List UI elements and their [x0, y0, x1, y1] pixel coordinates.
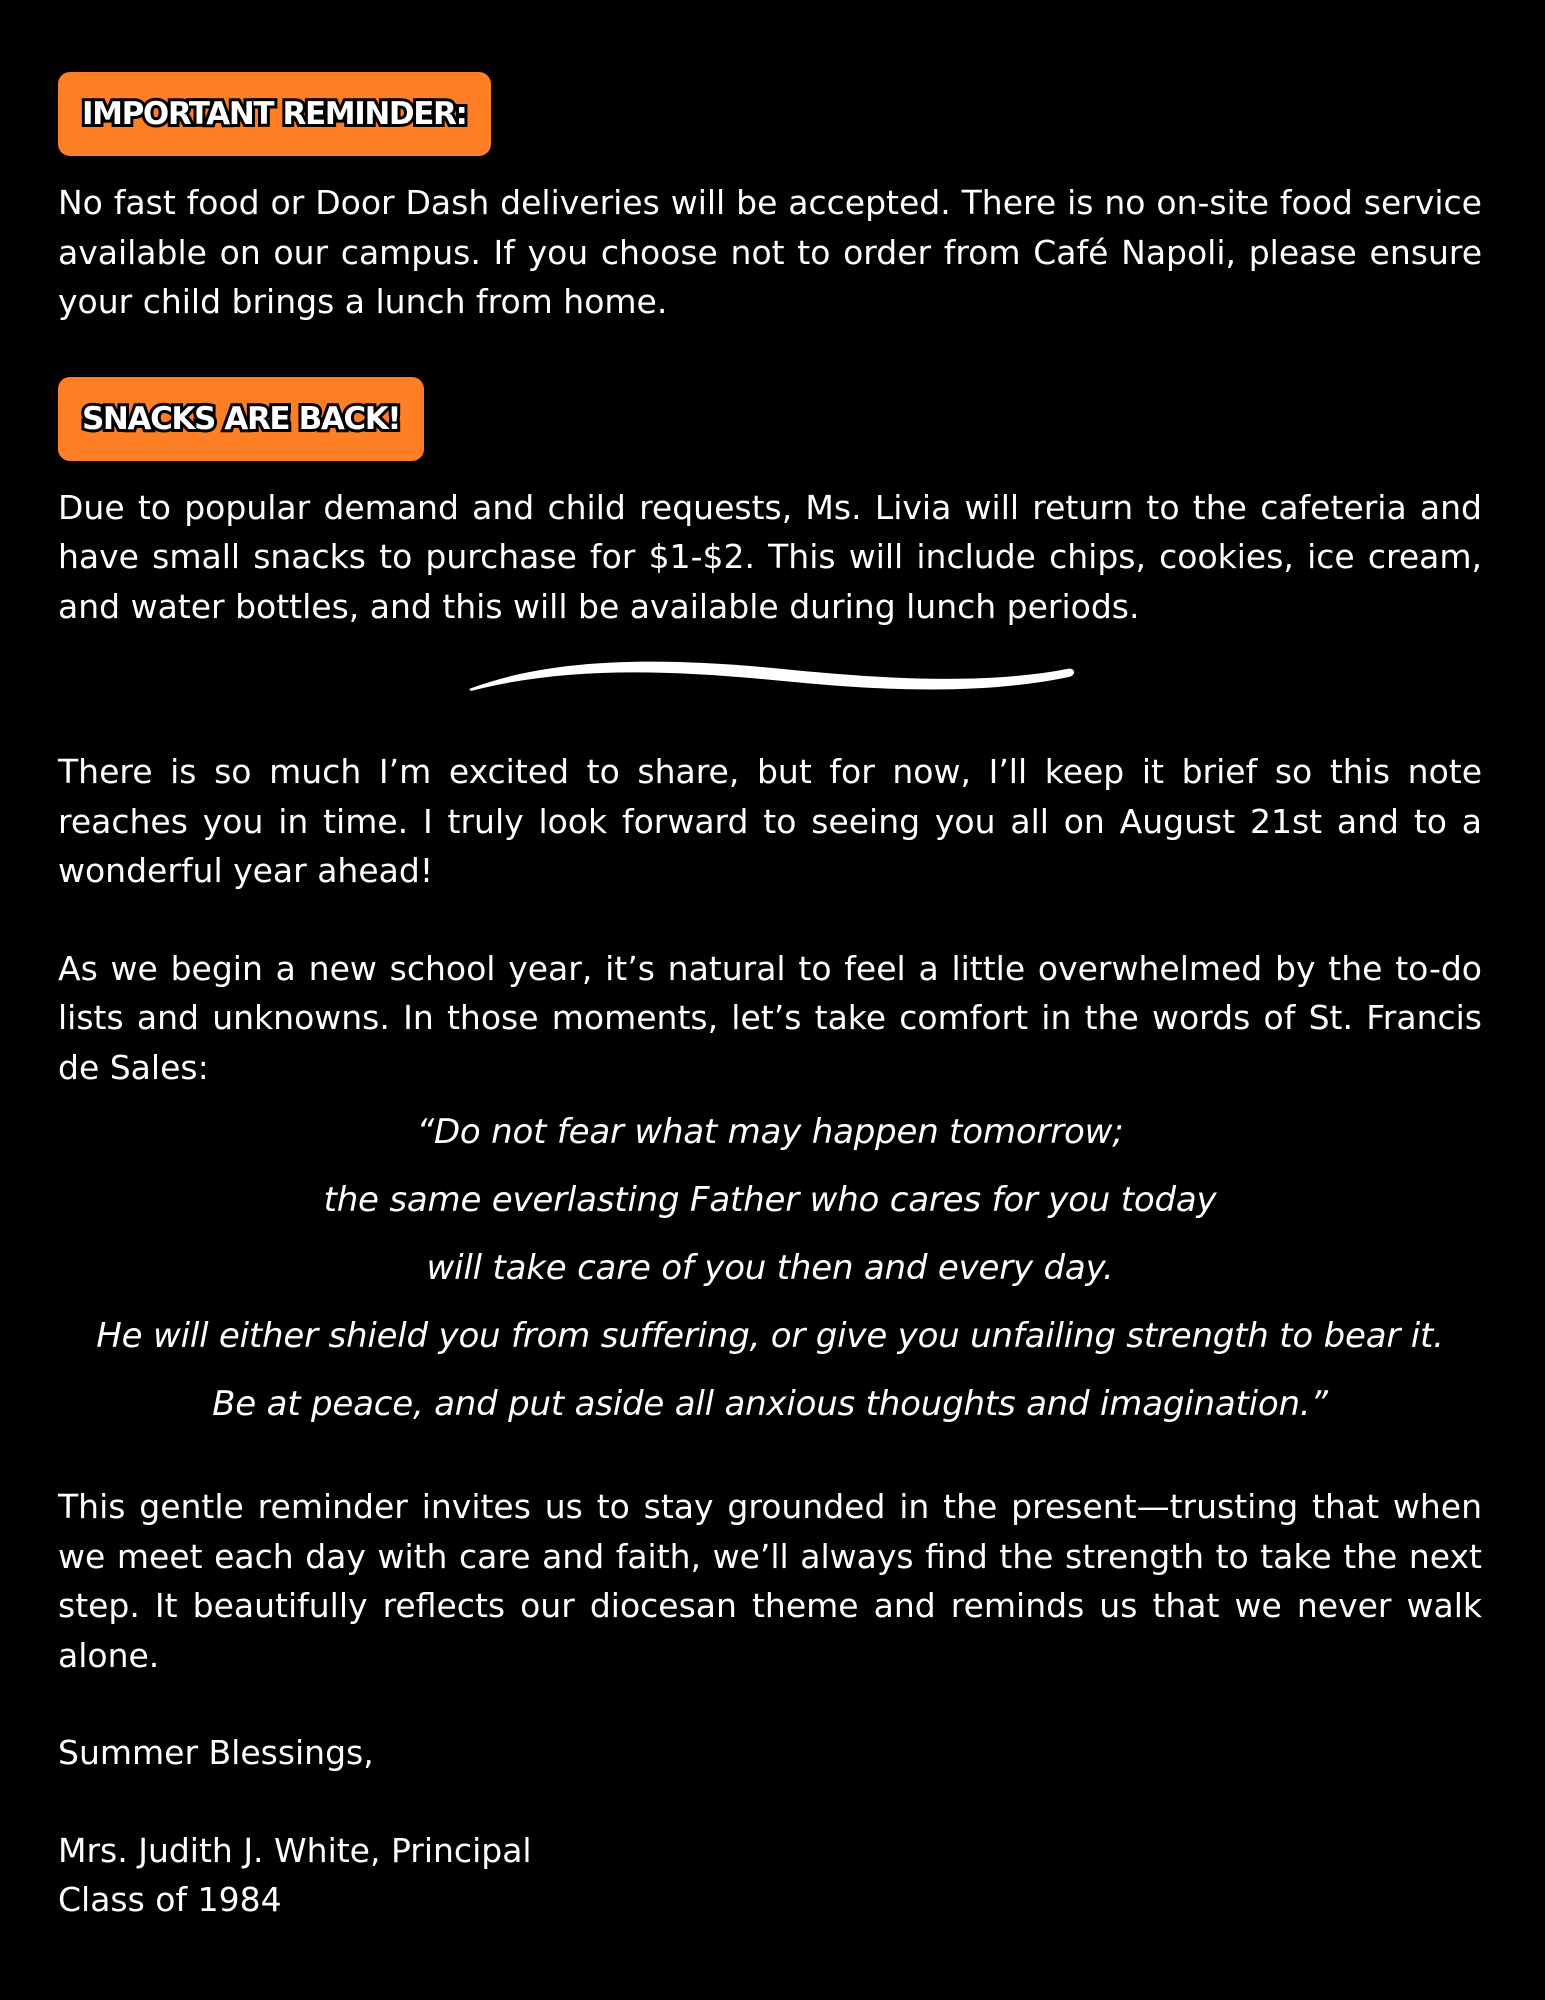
- newsletter-page: [58, 72, 1482, 1925]
- signature-class: Class of 1984: [58, 1880, 282, 1919]
- quote-line: Be at peace, and put aside all anxious thoughts and imagination.”: [212, 1384, 1328, 1424]
- signature-name: Mrs. Judith J. White, Principal: [58, 1830, 532, 1870]
- snacks-paragraph: Due to popular demand and child requests, Ms. Livia will return to the cafeteria and have small snacks to purchase for $1-$2. This will include chips, cookies, ice cream, and water bottles, and this will be available during lunch periods.: [58, 487, 1482, 626]
- signoff: Summer Blessings,: [58, 1733, 374, 1772]
- important-reminder-badge: IMPORTANT REMINDER:: [58, 72, 491, 156]
- quote-line: the same everlasting Father who cares for you today: [323, 1180, 1217, 1220]
- flourish-swash-icon: [463, 651, 1083, 701]
- quote-line: “Do not fear what may happen tomorrow;: [416, 1112, 1124, 1152]
- quote-line: will take care of you then and every day.: [426, 1248, 1114, 1288]
- divider-flourish: [58, 651, 1482, 731]
- snacks-badge: SNACKS ARE BACK!: [58, 377, 424, 461]
- reminder-paragraph: No fast food or Door Dash deliveries will be accepted. There is no on-site food service available on our campus. If you choose not to order from Café Napoli, please ensure your child brings a lunch from home.: [58, 183, 1482, 321]
- quote-block: [58, 1098, 1482, 1438]
- intro-paragraph: There is so much I’m excited to share, but for now, I’ll keep it brief so this note reaches you in time. I truly look forward to seeing you all on August 21st and to a wonderful year ahead!: [58, 752, 1482, 890]
- quote-line: He will either shield you from suffering, or give you unfailing strength to bear it.: [96, 1316, 1444, 1356]
- begin-paragraph: As we begin a new school year, it’s natural to feel a little overwhelmed by the to-do lists and unknowns. In those moments, let’s take comfort in the words of St. Francis de Sales:: [58, 948, 1482, 1087]
- closing-paragraph: This gentle reminder invites us to stay grounded in the present—trusting that when we meet each day with care and faith, we’ll always find the strength to take the next step. It beautifully reflects our diocesan theme and reminds us that we never walk alone.: [58, 1487, 1482, 1675]
